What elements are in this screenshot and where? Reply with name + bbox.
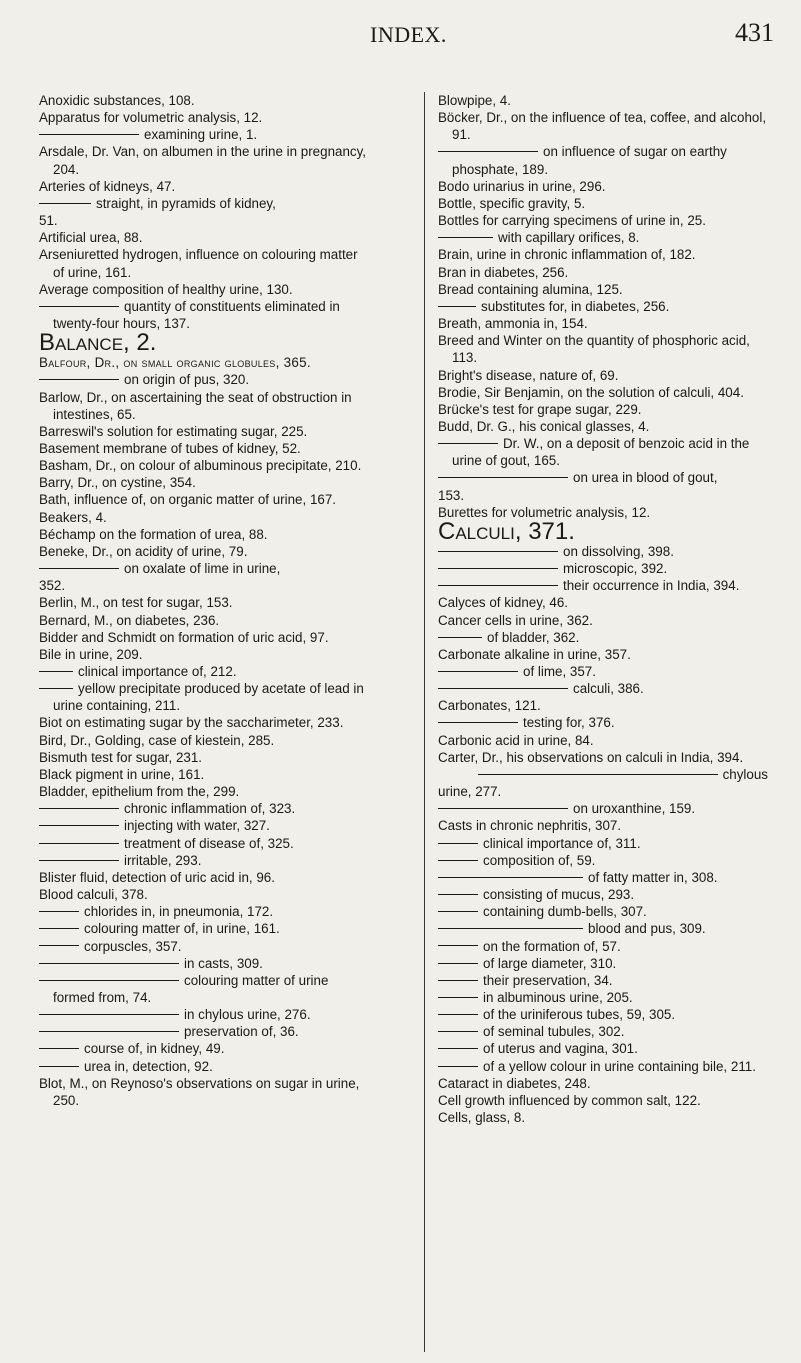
- index-entry: Budd, Dr. G., his conical glasses, 4.: [438, 418, 650, 434]
- index-entry: Beneke, Dr., on acidity of urine, 79.: [39, 543, 248, 559]
- ditto-rule: [438, 568, 558, 569]
- index-entry: Basham, Dr., on colour of albuminous precipitate, 210.: [39, 458, 362, 474]
- ditto-rule: [438, 1048, 478, 1049]
- index-entry: on origin of pus, 320.: [39, 371, 369, 388]
- ditto-rule: [438, 928, 583, 929]
- index-entry: Average composition of healthy urine, 130.: [39, 281, 293, 297]
- ditto-rule: [438, 585, 558, 586]
- ditto-rule: [438, 1014, 478, 1015]
- index-entry: Cancer cells in urine, 362.: [438, 612, 593, 628]
- ditto-rule: [438, 945, 478, 946]
- index-entry: chlorides in, in pneumonia, 172.: [39, 903, 369, 920]
- index-entry: on the formation of, 57.: [438, 938, 768, 955]
- index-entry: Brücke's test for grape sugar, 229.: [438, 401, 642, 417]
- index-entry: Carbonic acid in urine, 84.: [438, 732, 594, 748]
- index-entry: Brodie, Sir Benjamin, on the solution of calculi, 404.: [438, 384, 744, 400]
- ditto-rule: [39, 688, 73, 689]
- index-entry: Arseniuretted hydrogen, influence on colouring matter of urine, 161.: [39, 247, 358, 280]
- index-entry: injecting with water, 327.: [39, 817, 369, 834]
- ditto-rule: [39, 980, 179, 981]
- index-entry: Bottles for carrying specimens of urine in, 25.: [438, 213, 706, 229]
- index-entry: of seminal tubules, 302.: [438, 1023, 768, 1040]
- index-entry: Beakers, 4.: [39, 509, 107, 525]
- ditto-rule: [438, 911, 478, 912]
- ditto-rule: [438, 722, 518, 723]
- index-entry: Blot, M., on Reynoso's observations on sugar in urine, 250.: [39, 1075, 360, 1108]
- index-entry: Bright's disease, nature of, 69.: [438, 367, 619, 383]
- ditto-rule: [39, 1066, 79, 1067]
- index-entry: substitutes for, in diabetes, 256.: [438, 298, 768, 315]
- index-entry: straight, in pyramids of kidney,: [39, 195, 369, 212]
- index-entry: course of, in kidney, 49.: [39, 1040, 369, 1057]
- index-entry: composition of, 59.: [438, 852, 768, 869]
- ditto-rule: [438, 860, 478, 861]
- ditto-rule: [438, 688, 568, 689]
- ditto-rule: [39, 134, 139, 135]
- index-entry: Bird, Dr., Golding, case of kiestein, 285.: [39, 732, 275, 748]
- index-entry: Burettes for volumetric analysis, 12.: [438, 504, 651, 520]
- ditto-rule: [39, 860, 119, 861]
- index-entry: colouring matter of, in urine, 161.: [39, 920, 369, 937]
- index-entry: Breed and Winter on the quantity of phosphoric acid, 113.: [438, 333, 750, 366]
- index-entry: Bernard, M., on diabetes, 236.: [39, 612, 220, 628]
- index-entry: Bottle, specific gravity, 5.: [438, 195, 586, 211]
- index-entry: Bread containing alumina, 125.: [438, 281, 623, 297]
- ditto-rule: [39, 568, 119, 569]
- ditto-rule: [39, 963, 179, 964]
- index-entry: of lime, 357.: [438, 663, 768, 680]
- ditto-rule: [39, 928, 79, 929]
- index-entry: of a yellow colour in urine containing bile, 211.: [438, 1058, 768, 1075]
- index-entry: Bran in diabetes, 256.: [438, 264, 569, 280]
- index-entry: in chylous urine, 276.: [39, 1006, 369, 1023]
- index-entry: Casts in chronic nephritis, 307.: [438, 818, 622, 834]
- index-entry: urea in, detection, 92.: [39, 1058, 369, 1075]
- index-entry: treatment of disease of, 325.: [39, 835, 369, 852]
- index-entry: Biot on estimating sugar by the saccharimeter, 233.: [39, 715, 344, 731]
- ditto-rule: [438, 808, 568, 809]
- index-entry: their occurrence in India, 394.: [438, 577, 768, 594]
- index-entry: yellow precipitate produced by acetate of lead in urine containing, 211.: [39, 680, 369, 714]
- ditto-rule: [438, 894, 478, 895]
- index-entry: Artificial urea, 88.: [39, 230, 143, 246]
- index-entry: in albuminous urine, 205.: [438, 989, 768, 1006]
- index-entry: Bidder and Schmidt on formation of uric acid, 97.: [39, 629, 329, 645]
- index-entry: on dissolving, 398.: [438, 543, 768, 560]
- index-entry: containing dumb-bells, 307.: [438, 903, 768, 920]
- index-column-right: [438, 92, 768, 1126]
- index-column-left: [39, 92, 369, 1109]
- index-entry: Bladder, epithelium from the, 299.: [39, 784, 240, 800]
- index-entry: of the uriniferous tubes, 59, 305.: [438, 1006, 768, 1023]
- index-entry: consisting of mucus, 293.: [438, 886, 768, 903]
- index-entry: Basement membrane of tubes of kidney, 52.: [39, 440, 301, 456]
- index-entry: corpuscles, 357.: [39, 938, 369, 955]
- ditto-rule: [39, 1048, 79, 1049]
- ditto-rule: [438, 477, 568, 478]
- ditto-rule: [438, 306, 476, 307]
- index-entry: Arteries of kidneys, 47.: [39, 178, 176, 194]
- index-entry: Calculi, 371.: [438, 517, 575, 545]
- index-entry: irritable, 293.: [39, 852, 369, 869]
- index-entry: Bodo urinarius in urine, 296.: [438, 178, 606, 194]
- index-entry: Arsdale, Dr. Van, on albumen in the urine in pregnancy, 204.: [39, 144, 367, 177]
- index-entry: Breath, ammonia in, 154.: [438, 316, 588, 332]
- page-header: [0, 16, 801, 56]
- index-entry: Béchamp on the formation of urea, 88.: [39, 526, 268, 542]
- index-entry: of large diameter, 310.: [438, 955, 768, 972]
- index-entry: on influence of sugar on earthy phosphate, 189.: [438, 143, 768, 177]
- index-entry: 352.: [39, 578, 66, 594]
- index-entry: Böcker, Dr., on the influence of tea, coffee, and alcohol, 91.: [438, 110, 767, 143]
- index-entry: Brain, urine in chronic inflammation of, 182.: [438, 247, 696, 263]
- page-number: 431: [735, 18, 774, 47]
- ditto-rule: [39, 808, 119, 809]
- index-entry: of bladder, 362.: [438, 629, 768, 646]
- index-entry: Blister fluid, detection of uric acid in, 96.: [39, 869, 275, 885]
- page-title: INDEX.: [370, 22, 447, 47]
- index-entry: on oxalate of lime in urine,: [39, 560, 369, 577]
- index-entry: Blood calculi, 378.: [39, 887, 148, 903]
- ditto-rule: [438, 843, 478, 844]
- index-entry: urine, 277.: [438, 784, 502, 800]
- index-entry: Berlin, M., on test for sugar, 153.: [39, 595, 233, 611]
- index-entry: Bismuth test for sugar, 231.: [39, 749, 203, 765]
- index-entry: on uroxanthine, 159.: [438, 800, 768, 817]
- index-entry: 153.: [438, 487, 465, 503]
- index-entry: Carbonate alkaline in urine, 357.: [438, 646, 631, 662]
- index-entry: with capillary orifices, 8.: [438, 229, 768, 246]
- index-entry: Black pigment in urine, 161.: [39, 766, 205, 782]
- index-entry: quantity of constituents eliminated in twenty-four hours, 137.: [39, 298, 369, 332]
- index-entry: examining urine, 1.: [39, 126, 369, 143]
- index-entry: their preservation, 34.: [438, 972, 768, 989]
- index-entry: calculi, 386.: [438, 680, 768, 697]
- index-entry: Anoxidic substances, 108.: [39, 93, 195, 108]
- ditto-rule: [438, 443, 498, 444]
- ditto-rule: [438, 637, 482, 638]
- index-entry: microscopic, 392.: [438, 560, 768, 577]
- index-entry: chylous: [438, 766, 768, 783]
- index-entry: clinical importance of, 212.: [39, 663, 369, 680]
- index-entry: preservation of, 36.: [39, 1023, 369, 1040]
- index-entry: clinical importance of, 311.: [438, 835, 768, 852]
- ditto-rule: [39, 671, 73, 672]
- ditto-rule: [39, 203, 91, 204]
- index-entry: Bath, influence of, on organic matter of urine, 167.: [39, 492, 337, 508]
- index-entry: chronic inflammation of, 323.: [39, 800, 369, 817]
- ditto-rule: [39, 1031, 179, 1032]
- index-entry: in casts, 309.: [39, 955, 369, 972]
- column-divider: [424, 92, 425, 1352]
- index-entry: Barreswil's solution for estimating sugar, 225.: [39, 423, 308, 439]
- index-entry: Blowpipe, 4.: [438, 93, 511, 108]
- ditto-rule: [438, 980, 478, 981]
- index-entry: Cataract in diabetes, 248.: [438, 1075, 591, 1091]
- ditto-rule: [39, 306, 119, 307]
- index-entry: testing for, 376.: [438, 714, 768, 731]
- index-entry: colouring matter of urine formed from, 74.: [39, 972, 369, 1006]
- index-entry: 51.: [39, 213, 58, 229]
- ditto-rule: [438, 671, 518, 672]
- index-entry: Barlow, Dr., on ascertaining the seat of obstruction in intestines, 65.: [39, 389, 352, 422]
- ditto-rule: [39, 1014, 179, 1015]
- ditto-rule: [39, 843, 119, 844]
- index-entry: blood and pus, 309.: [438, 920, 768, 937]
- index-entry: on urea in blood of gout,: [438, 469, 768, 486]
- ditto-rule: [438, 1031, 478, 1032]
- index-entry: Apparatus for volumetric analysis, 12.: [39, 110, 263, 126]
- ditto-rule: [438, 997, 478, 998]
- index-entry: Balance, 2.: [39, 329, 157, 357]
- index-entry: Barry, Dr., on cystine, 354.: [39, 475, 196, 491]
- index-entry: Carter, Dr., his observations on calculi in India, 394.: [438, 749, 744, 765]
- index-entry: Balfour, Dr., on small organic globules, 365.: [39, 355, 311, 371]
- ditto-rule: [39, 945, 79, 946]
- index-entry: Bile in urine, 209.: [39, 646, 143, 662]
- ditto-rule: [438, 877, 583, 878]
- index-entry: Calyces of kidney, 46.: [438, 595, 569, 611]
- index-entry: Cell growth influenced by common salt, 122.: [438, 1092, 701, 1108]
- index-entry: Carbonates, 121.: [438, 698, 541, 714]
- index-entry: Dr. W., on a deposit of benzoic acid in the urine of gout, 165.: [438, 435, 768, 469]
- ditto-rule: [438, 237, 493, 238]
- ditto-rule: [438, 963, 478, 964]
- ditto-rule: [39, 379, 119, 380]
- index-entry: Cells, glass, 8.: [438, 1110, 526, 1126]
- ditto-rule: [39, 825, 119, 826]
- ditto-rule: [438, 1066, 478, 1067]
- ditto-rule: [39, 911, 79, 912]
- index-entry: of uterus and vagina, 301.: [438, 1040, 768, 1057]
- index-entry: of fatty matter in, 308.: [438, 869, 768, 886]
- ditto-rule: [438, 551, 558, 552]
- ditto-rule: [478, 774, 718, 775]
- ditto-rule: [438, 151, 538, 152]
